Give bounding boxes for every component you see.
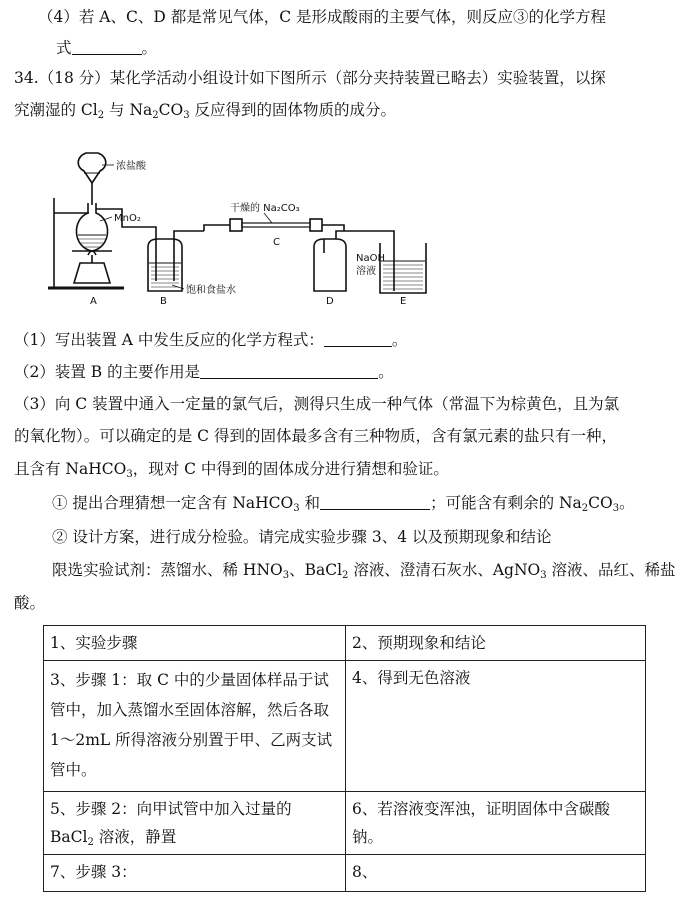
- label-brine: 饱和食盐水: [186, 285, 236, 296]
- guess-text: 。: [619, 494, 635, 512]
- sub2-text: （2）装置 B 的主要作用是: [14, 363, 201, 381]
- table-row: [44, 855, 646, 892]
- q34-header-line1: 34.（18 分）某化学活动小组设计如下图所示（部分夹持装置已略去）实验装置，以探: [14, 69, 606, 87]
- tube-a-to-b: [122, 215, 156, 281]
- step2-text: 溶液，静置: [93, 828, 177, 846]
- beaker-e: [380, 243, 426, 293]
- header-results: 2、预期现象和结论: [346, 626, 646, 661]
- step3-cell[interactable]: 7、步骤 3：: [44, 855, 346, 892]
- reagents-line1: [52, 559, 676, 581]
- q4-prefix: 式: [56, 39, 72, 57]
- label-d: D: [326, 296, 334, 307]
- guess-sub: 3: [293, 503, 300, 514]
- reagents-sub: 3: [540, 570, 547, 581]
- sub1-text: （1）写出装置 A 中发生反应的化学方程式：: [14, 331, 324, 349]
- step2-sub: 2: [87, 837, 94, 848]
- step1-cell: 3、步骤 1：取 C 中的少量固体样品于试管中，加入蒸馏水至固体溶解，然后各取 1～2mL 所得溶液分别置于甲、乙两支试管中。: [44, 661, 346, 792]
- step2-cell: [44, 792, 346, 855]
- guess-sub: 2: [581, 503, 589, 514]
- table-row: [44, 792, 646, 855]
- flask-a: [76, 203, 107, 251]
- q34-sub: 2: [152, 110, 159, 121]
- guess-text: ① 提出合理猜想一定含有 NaHCO: [52, 494, 294, 512]
- sub1-suffix: 。: [391, 331, 408, 349]
- sub1-answer-blank[interactable]: [324, 332, 392, 347]
- result2-cell: 6、若溶液变浑浊，证明固体中含碳酸钠。: [346, 792, 646, 855]
- label-naoh: NaOH: [356, 253, 385, 264]
- label-c: C: [273, 237, 280, 248]
- sub3-line2: 的氧化物）。可以确定的是 C 得到的固体最多含有三种物质，含有氯元素的盐只有一种，: [14, 427, 617, 445]
- reagents-text: 溶液、澄清石灰水、AgNO: [348, 561, 541, 579]
- label-e: E: [400, 296, 407, 307]
- q34-text: 究潮湿的 Cl: [14, 101, 98, 119]
- experiment-table: [43, 625, 646, 892]
- sub2: [14, 361, 666, 383]
- label-hcl: 浓盐酸: [116, 161, 146, 172]
- q34-sub: 3: [183, 110, 190, 121]
- reagents-sub: 2: [342, 570, 349, 581]
- table-row: [44, 661, 646, 792]
- header-steps: 1、实验步骤: [44, 626, 346, 661]
- guess-sub: 3: [612, 503, 620, 514]
- connector-right: [310, 219, 322, 231]
- label-solution: 溶液: [356, 266, 376, 277]
- reagents-text: 、BaCl: [289, 561, 343, 579]
- bottle-d: [314, 239, 346, 291]
- q4-line1: （4）若 A、C、D 都是常见气体，C 是形成酸雨的主要气体，则反应③的化学方程: [38, 8, 606, 26]
- q4-suffix: 。: [141, 39, 158, 57]
- sub2-suffix: 。: [378, 363, 394, 381]
- reagents-text: 溶液、品红、稀盐: [546, 561, 676, 579]
- design-line: ② 设计方案，进行成分检验。请完成实验步骤 3、4 以及预期现象和结论: [52, 528, 552, 546]
- sub3-sub: 3: [126, 469, 133, 480]
- q34-text: 反应得到的固体物质的成分。: [189, 101, 397, 119]
- guess-answer-blank[interactable]: [320, 495, 430, 510]
- reagents-line2: 酸。: [14, 594, 46, 612]
- sub3-text: ，现对 C 中得到的固体成分进行猜想和验证。: [132, 460, 449, 478]
- label-a: A: [90, 296, 97, 307]
- q4-line2: [56, 37, 666, 59]
- label-mno2: MnO₂: [114, 213, 141, 224]
- sub1: [14, 329, 666, 351]
- q34-header-line2: [14, 99, 666, 121]
- connector-left: [230, 219, 242, 231]
- guess-text: ；可能含有剩余的 Na: [430, 494, 582, 512]
- q4-answer-blank[interactable]: [72, 40, 142, 55]
- guess-line: [52, 492, 666, 514]
- separatory-funnel: [78, 153, 106, 183]
- apparatus-diagram: [44, 143, 474, 308]
- step2-text: 5、步骤 2：向甲试管中加入过量的 BaCl: [50, 800, 292, 846]
- q34-sub: 2: [97, 110, 105, 121]
- sub2-answer-blank[interactable]: [200, 364, 378, 379]
- table-row: [44, 626, 646, 661]
- reagents-sub: 3: [282, 570, 290, 581]
- sub3-line1: （3）向 C 装置中通入一定量的氯气后，测得只生成一种气体（常温下为棕黄色，且为氯: [14, 395, 620, 413]
- guess-text: 和: [299, 494, 321, 512]
- q34-text: CO: [158, 101, 184, 119]
- result1-cell: 4、得到无色溶液: [346, 661, 646, 792]
- label-b: B: [160, 296, 167, 307]
- alcohol-lamp: [74, 263, 110, 283]
- reagents-text: 限选实验试剂：蒸馏水、稀 HNO: [52, 561, 283, 579]
- sub3-line3: [14, 458, 666, 480]
- guess-text: CO: [588, 494, 613, 512]
- tube-c: [242, 223, 310, 227]
- label-na2co3: 干燥的 Na₂CO₃: [230, 203, 300, 214]
- q34-text: 与 Na: [104, 101, 153, 119]
- sub3-text: 且含有 NaHCO: [14, 460, 127, 478]
- result3-cell[interactable]: 8、: [346, 855, 646, 892]
